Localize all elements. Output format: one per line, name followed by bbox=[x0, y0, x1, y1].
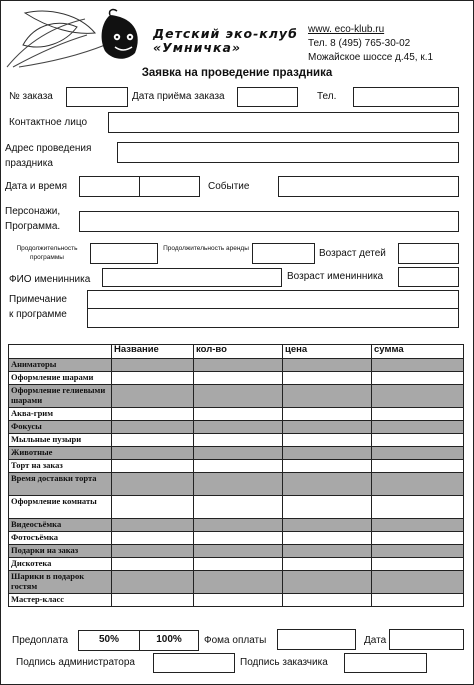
form-title: Заявка на проведение праздника bbox=[141, 67, 333, 79]
brand-name bbox=[153, 27, 298, 55]
price-cell[interactable] bbox=[283, 473, 372, 496]
qty-cell[interactable] bbox=[194, 571, 283, 594]
price-cell[interactable] bbox=[283, 359, 372, 372]
sum-cell[interactable] bbox=[372, 359, 464, 372]
table-row bbox=[9, 558, 464, 571]
tel-label: Тел. bbox=[317, 91, 337, 102]
table-row bbox=[9, 594, 464, 607]
characters-label-line-1: Персонажи, bbox=[5, 206, 61, 217]
name-cell[interactable] bbox=[112, 519, 194, 532]
qty-cell[interactable] bbox=[194, 421, 283, 434]
time-field[interactable] bbox=[139, 176, 200, 197]
service-label: Фотосъёмка bbox=[9, 532, 112, 545]
prepay-100-option[interactable]: 100% bbox=[139, 630, 199, 651]
characters-label bbox=[5, 206, 60, 233]
program-duration-field[interactable] bbox=[90, 243, 158, 264]
header-name: Название bbox=[112, 345, 194, 359]
sum-cell[interactable] bbox=[372, 545, 464, 558]
service-label: Аниматоры bbox=[9, 359, 112, 372]
note-label-line-1: Примечание bbox=[9, 294, 67, 305]
table-row bbox=[9, 545, 464, 558]
table-row bbox=[9, 421, 464, 434]
service-label: Животные bbox=[9, 447, 112, 460]
table-row bbox=[9, 532, 464, 545]
sum-cell[interactable] bbox=[372, 447, 464, 460]
website-link[interactable]: www. eco-klub.ru bbox=[308, 24, 385, 35]
address-text: Можайское шоссе д.45, к.1 bbox=[308, 52, 434, 63]
service-label: Фокусы bbox=[9, 421, 112, 434]
header-sum: сумма bbox=[372, 345, 464, 359]
payment-form-label: Фома оплаты bbox=[204, 635, 267, 646]
table-row bbox=[9, 408, 464, 421]
note-field-2[interactable] bbox=[87, 308, 459, 328]
prepay-50-option[interactable]: 50% bbox=[78, 630, 140, 651]
sum-cell[interactable] bbox=[372, 460, 464, 473]
sum-cell[interactable] bbox=[372, 571, 464, 594]
sum-cell[interactable] bbox=[372, 385, 464, 408]
contact-block bbox=[308, 23, 433, 65]
service-label: Оформление гелиевыми шарами bbox=[9, 385, 112, 408]
name-cell[interactable] bbox=[112, 496, 194, 519]
service-label: Оформление шарами bbox=[9, 372, 112, 385]
qty-cell[interactable] bbox=[194, 359, 283, 372]
qty-cell[interactable] bbox=[194, 460, 283, 473]
table-row bbox=[9, 496, 464, 519]
date-label: Дата bbox=[364, 635, 387, 646]
sum-cell[interactable] bbox=[372, 594, 464, 607]
address-label-line-1: Адрес проведения bbox=[5, 143, 92, 154]
characters-label-line-2: Программа. bbox=[5, 221, 61, 232]
table-row bbox=[9, 473, 464, 496]
qty-cell[interactable] bbox=[194, 447, 283, 460]
service-label: Время доставки торта bbox=[9, 473, 112, 496]
sum-cell[interactable] bbox=[372, 532, 464, 545]
order-date-field[interactable] bbox=[237, 87, 298, 107]
datetime-label: Дата и время bbox=[5, 181, 68, 192]
birthday-name-field[interactable] bbox=[102, 268, 282, 287]
name-cell[interactable] bbox=[112, 571, 194, 594]
date-field-footer[interactable] bbox=[389, 629, 464, 650]
table-row bbox=[9, 385, 464, 408]
brand-line-2: «Умничка» bbox=[153, 40, 241, 55]
price-cell[interactable] bbox=[283, 460, 372, 473]
service-label: Мастер-класс bbox=[9, 594, 112, 607]
name-cell[interactable] bbox=[112, 421, 194, 434]
sum-cell[interactable] bbox=[372, 558, 464, 571]
note-field-1[interactable] bbox=[87, 290, 459, 309]
qty-cell[interactable] bbox=[194, 372, 283, 385]
qty-cell[interactable] bbox=[194, 496, 283, 519]
qty-cell[interactable] bbox=[194, 558, 283, 571]
price-cell[interactable] bbox=[283, 532, 372, 545]
sum-cell[interactable] bbox=[372, 473, 464, 496]
prepay-label: Предоплата bbox=[12, 635, 69, 646]
price-cell[interactable] bbox=[283, 421, 372, 434]
date-field[interactable] bbox=[79, 176, 140, 197]
sum-cell[interactable] bbox=[372, 408, 464, 421]
brand-line-1: Детский эко-клуб bbox=[153, 26, 298, 41]
price-cell[interactable] bbox=[283, 558, 372, 571]
rent-duration-field[interactable] bbox=[252, 243, 315, 264]
price-cell[interactable] bbox=[283, 408, 372, 421]
service-label: Аква-грим bbox=[9, 408, 112, 421]
qty-cell[interactable] bbox=[194, 594, 283, 607]
table-row bbox=[9, 571, 464, 594]
header-qty: кол-во bbox=[194, 345, 283, 359]
name-cell[interactable] bbox=[112, 545, 194, 558]
characters-field[interactable] bbox=[79, 211, 459, 232]
price-cell[interactable] bbox=[283, 496, 372, 519]
qty-cell[interactable] bbox=[194, 545, 283, 558]
qty-cell[interactable] bbox=[194, 408, 283, 421]
name-cell[interactable] bbox=[112, 359, 194, 372]
price-cell[interactable] bbox=[283, 571, 372, 594]
qty-cell[interactable] bbox=[194, 519, 283, 532]
address-field[interactable] bbox=[117, 142, 459, 163]
table-row bbox=[9, 434, 464, 447]
sum-cell[interactable] bbox=[372, 496, 464, 519]
admin-sign-label: Подпись администратора bbox=[16, 657, 135, 668]
kids-age-label: Возраст детей bbox=[319, 248, 386, 259]
note-label-line-2: к программе bbox=[9, 309, 67, 320]
order-no-field[interactable] bbox=[66, 87, 128, 107]
qty-cell[interactable] bbox=[194, 385, 283, 408]
leaf-logo-icon bbox=[5, 5, 155, 69]
sum-cell[interactable] bbox=[372, 434, 464, 447]
table-row bbox=[9, 359, 464, 372]
service-label: Торт на заказ bbox=[9, 460, 112, 473]
price-cell[interactable] bbox=[283, 594, 372, 607]
kids-age-field[interactable] bbox=[398, 243, 459, 264]
price-cell[interactable] bbox=[283, 372, 372, 385]
name-cell[interactable] bbox=[112, 434, 194, 447]
price-cell[interactable] bbox=[283, 545, 372, 558]
program-duration-label: Продолжительность программы bbox=[16, 245, 78, 261]
tel-field[interactable] bbox=[353, 87, 459, 107]
name-cell[interactable] bbox=[112, 558, 194, 571]
birthday-name-label: ФИО именинника bbox=[9, 274, 91, 285]
event-label: Событие bbox=[208, 181, 250, 192]
name-cell[interactable] bbox=[112, 408, 194, 421]
name-cell[interactable] bbox=[112, 385, 194, 408]
sum-cell[interactable] bbox=[372, 519, 464, 532]
sum-cell[interactable] bbox=[372, 421, 464, 434]
order-date-label: Дата приёма заказа bbox=[132, 91, 225, 102]
table-row bbox=[9, 447, 464, 460]
birthday-age-field[interactable] bbox=[398, 267, 459, 287]
header-price: цена bbox=[283, 345, 372, 359]
price-cell[interactable] bbox=[283, 434, 372, 447]
price-cell[interactable] bbox=[283, 519, 372, 532]
service-label: Мыльные пузыри bbox=[9, 434, 112, 447]
name-cell[interactable] bbox=[112, 473, 194, 496]
service-label: Подарки на заказ bbox=[9, 545, 112, 558]
contact-label: Контактное лицо bbox=[9, 117, 88, 128]
service-label: Видеосъёмка bbox=[9, 519, 112, 532]
note-label bbox=[9, 294, 67, 321]
service-label: Оформление комнаты bbox=[9, 496, 112, 519]
header-blank bbox=[9, 345, 112, 359]
service-label: Дискотека bbox=[9, 558, 112, 571]
admin-sign-field[interactable] bbox=[153, 653, 235, 673]
client-sign-label: Подпись заказчика bbox=[240, 657, 328, 668]
order-no-label: № заказа bbox=[9, 91, 53, 102]
qty-cell[interactable] bbox=[194, 473, 283, 496]
name-cell[interactable] bbox=[112, 532, 194, 545]
price-cell[interactable] bbox=[283, 447, 372, 460]
table-row bbox=[9, 460, 464, 473]
name-cell[interactable] bbox=[112, 372, 194, 385]
contact-field[interactable] bbox=[108, 112, 459, 133]
event-field[interactable] bbox=[278, 176, 459, 197]
payment-form-field[interactable] bbox=[277, 629, 356, 650]
birthday-age-label: Возраст именинника bbox=[287, 271, 384, 282]
table-header-row bbox=[9, 345, 464, 359]
table-row bbox=[9, 519, 464, 532]
table-row bbox=[9, 372, 464, 385]
table-body bbox=[9, 359, 464, 607]
name-cell[interactable] bbox=[112, 460, 194, 473]
qty-cell[interactable] bbox=[194, 434, 283, 447]
address-label bbox=[5, 143, 91, 170]
sum-cell[interactable] bbox=[372, 372, 464, 385]
client-sign-field[interactable] bbox=[344, 653, 427, 673]
name-cell[interactable] bbox=[112, 594, 194, 607]
phone-text: Тел. 8 (495) 765-30-02 bbox=[308, 38, 411, 49]
name-cell[interactable] bbox=[112, 447, 194, 460]
address-label-line-2: праздника bbox=[5, 158, 53, 169]
service-label: Шарики в подарок гостям bbox=[9, 571, 112, 594]
services-table bbox=[8, 344, 464, 607]
qty-cell[interactable] bbox=[194, 532, 283, 545]
price-cell[interactable] bbox=[283, 385, 372, 408]
rent-duration-label: Продолжительность аренды bbox=[163, 245, 249, 252]
